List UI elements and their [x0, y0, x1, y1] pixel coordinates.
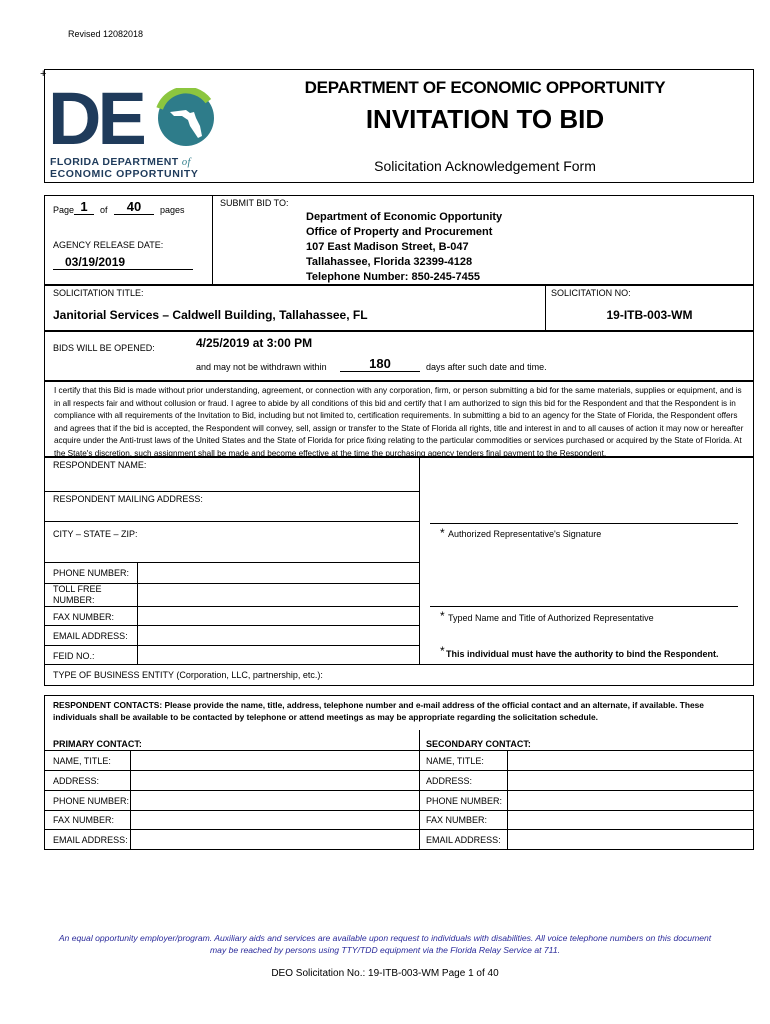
form-subtitle: Solicitation Acknowledgement Form: [374, 158, 596, 174]
respondent-mailing-label: RESPONDENT MAILING ADDRESS:: [53, 494, 203, 504]
equal-opportunity-note: [40, 932, 730, 956]
primary-phone-label: PHONE NUMBER:: [53, 796, 130, 806]
primary-address-label: ADDRESS:: [53, 776, 100, 786]
solicitation-title: Janitorial Services – Caldwell Building, Tallahassee, FL: [53, 308, 368, 322]
footer-note-line-2: may be reached by persons using TTY/TDD equipment via the Florida Relay Service at 711.: [210, 945, 560, 955]
logo-letters: DE: [48, 77, 143, 160]
secondary-fax-label: FAX NUMBER:: [426, 815, 488, 825]
submit-address: [306, 210, 502, 285]
plus-mark: +: [40, 68, 47, 80]
authority-star: *: [440, 644, 445, 658]
signature-star: *: [440, 526, 445, 540]
agency-release-label: AGENCY RELEASE DATE:: [53, 240, 164, 250]
secondary-address-label: ADDRESS:: [426, 776, 473, 786]
toll-free-line-2: NUMBER:: [53, 595, 95, 605]
secondary-phone-label: PHONE NUMBER:: [426, 796, 503, 806]
address-line: Office of Property and Procurement: [306, 226, 493, 238]
secondary-email-label: EMAIL ADDRESS:: [426, 835, 501, 845]
primary-email-label: EMAIL ADDRESS:: [53, 835, 128, 845]
email-label: EMAIL ADDRESS:: [53, 631, 128, 641]
page-title: INVITATION TO BID: [365, 104, 605, 134]
solicitation-no-label: SOLICITATION NO:: [551, 288, 631, 298]
business-entity-label: TYPE OF BUSINESS ENTITY (Corporation, LLC, partnership, etc.):: [53, 670, 323, 680]
feid-label: FEID NO.:: [53, 651, 95, 661]
respondent-name-label: RESPONDENT NAME:: [53, 460, 147, 470]
primary-name-label: NAME, TITLE:: [53, 756, 111, 766]
page-footer: DEO Solicitation No.: 19-ITB-003-WM Page 1 of 40: [271, 968, 499, 979]
department-heading: DEPARTMENT OF ECONOMIC OPPORTUNITY: [304, 78, 666, 97]
typed-name-label: Typed Name and Title of Authorized Representative: [448, 613, 654, 623]
logo-line-1: FLORIDA DEPARTMENT: [50, 156, 179, 168]
withdraw-days-text: days after such date and time.: [426, 362, 547, 372]
pages-label: pages: [160, 205, 185, 215]
page-label: Page: [53, 205, 75, 215]
fax-label: FAX NUMBER:: [53, 612, 115, 622]
revision-date: Revised 12082018: [68, 29, 144, 39]
bids-open-datetime: 4/25/2019 at 3:00 PM: [196, 336, 313, 350]
bids-open-label: BIDS WILL BE OPENED:: [53, 343, 155, 353]
solicitation-title-label: SOLICITATION TITLE:: [53, 288, 144, 298]
typed-name-star: *: [440, 609, 445, 623]
signature-label: Authorized Representative's Signature: [448, 529, 602, 539]
secondary-contact-heading: SECONDARY CONTACT:: [426, 739, 531, 749]
toll-free-label: [53, 584, 102, 606]
of-label: of: [100, 205, 108, 215]
footer-note-line-1: An equal opportunity employer/program. Auxiliary aids and services are available upon request to individuals with disabilities. All voice telephone numbers on this document: [58, 933, 712, 943]
primary-fax-label: FAX NUMBER:: [53, 815, 115, 825]
address-line: Department of Economic Opportunity: [306, 211, 503, 223]
deo-logo: [46, 77, 214, 182]
address-line: Telephone Number: 850-245-7455: [306, 271, 481, 283]
withdraw-days: 180: [340, 356, 420, 372]
city-state-zip-label: CITY – STATE – ZIP:: [53, 529, 138, 539]
agency-release-date: 03/19/2019: [53, 255, 193, 270]
address-line: 107 East Madison Street, B-047: [306, 241, 469, 253]
certification-text: I certify that this Bid is made without prior understanding, agreement, or connection with any corporation, firm, or person submitting a bid for the same materials, supplies or equipment, and is in all respects fair and without collusion or fraud. I agree to abide by all conditions of this bid and certify that I am authorized to sign this bid for the Respondent and that the Respondent is in compliance with all requirements of the Invitation to Bid, including but not limited to, certification requirements. In submitting a bid to an agency for the State of Florida, the Respondent offers and agrees that if the bid is accepted, the Respondent will convey, sell, assign or transfer to the State of Florida all rights, title and interest in and to all causes of action it may now or hereafter acquire under the Anti-trust laws of the United States and the State of Florida for price fixing relating to the particular commodities or services purchased or acquired by the State of Florida. At the State's discretion, such assignment shall be made and become effective at the time the purchasing agency tenders final payment to the Respondent.: [54, 386, 744, 458]
logo-of: of: [181, 157, 191, 168]
total-pages: 40: [114, 199, 154, 215]
logo-line-2: ECONOMIC OPPORTUNITY: [50, 168, 199, 180]
secondary-name-label: NAME, TITLE:: [426, 756, 484, 766]
submit-bid-label: SUBMIT BID TO:: [220, 198, 289, 208]
phone-label: PHONE NUMBER:: [53, 568, 130, 578]
address-line: Tallahassee, Florida 32399-4128: [306, 256, 473, 268]
authority-note: This individual must have the authority to bind the Respondent.: [446, 649, 719, 659]
toll-free-line-1: TOLL FREE: [53, 584, 102, 594]
primary-contact-heading: PRIMARY CONTACT:: [53, 739, 142, 749]
contacts-intro: RESPONDENT CONTACTS: Please provide the name, title, address, telephone number and e-mail address of the official contact and an alternate, if available. These individuals shall be available to be contacted by telephone or attend meetings as may be appropriate regarding the solicitation schedule.: [53, 700, 704, 722]
page-number: 1: [74, 199, 94, 215]
solicitation-number: 19-ITB-003-WM: [606, 308, 693, 322]
withdraw-text: and may not be withdrawn within: [196, 362, 327, 372]
